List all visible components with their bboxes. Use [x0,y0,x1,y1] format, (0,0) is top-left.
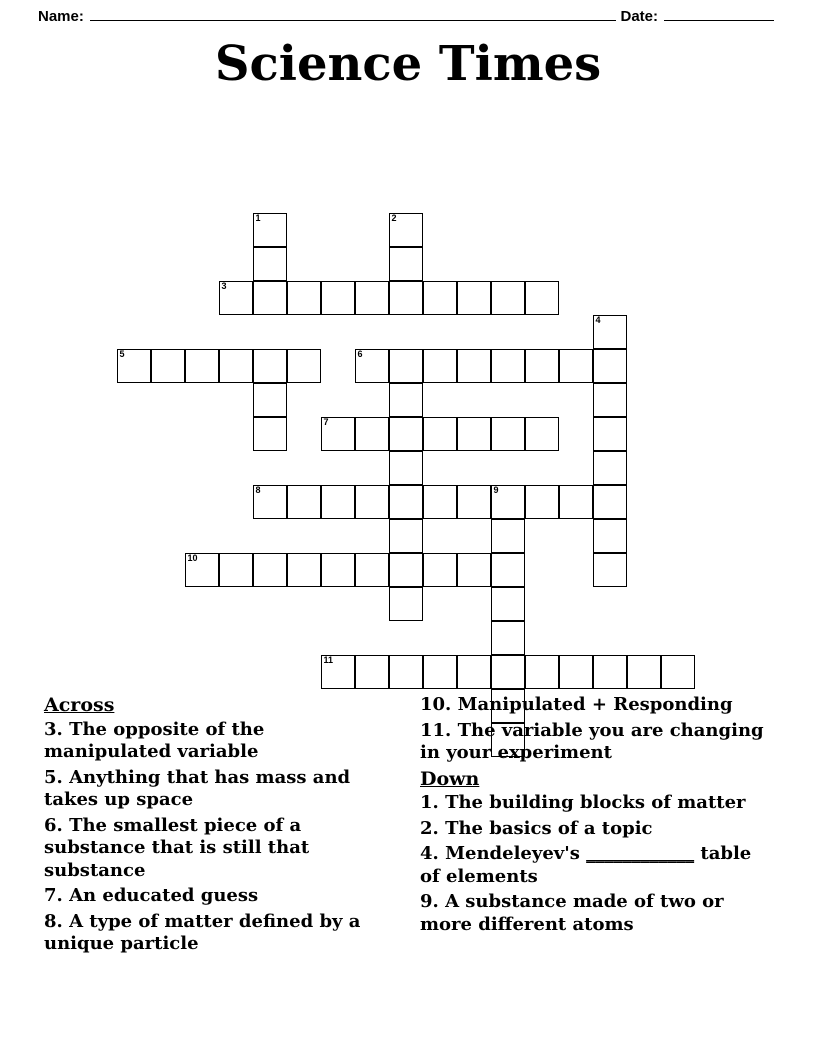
grid-cell[interactable] [457,417,491,451]
grid-cell-number: 6 [357,349,363,360]
grid-cell[interactable] [661,655,695,689]
grid-cell[interactable] [491,485,525,519]
grid-cell[interactable] [389,587,423,621]
grid-cell[interactable] [185,553,219,587]
grid-cell[interactable] [321,655,355,689]
grid-cell[interactable] [593,451,627,485]
grid-cell[interactable] [491,587,525,621]
grid-cell[interactable] [355,655,389,689]
grid-cell[interactable] [185,349,219,383]
clue-text: An educated guess [69,885,259,907]
grid-cell[interactable] [559,485,593,519]
grid-cell-number: 2 [391,213,397,224]
grid-cell[interactable] [253,213,287,247]
grid-cell[interactable] [559,349,593,383]
grid-cell[interactable] [117,349,151,383]
clues-column-right [420,694,772,959]
clue-text: The basics of a topic [445,817,653,839]
grid-cell[interactable] [389,281,423,315]
grid-cell[interactable] [593,417,627,451]
grid-cell-number: 10 [187,553,198,564]
grid-cell[interactable] [287,553,321,587]
across-clue [44,719,396,764]
grid-cell[interactable] [321,553,355,587]
clue-number: 7. [44,885,70,907]
grid-cell[interactable] [253,247,287,281]
down-clue [420,818,772,841]
grid-cell[interactable] [389,553,423,587]
clue-text: The opposite of the manipulated variable [44,718,265,763]
grid-cell[interactable] [253,485,287,519]
grid-cell-number: 11 [323,655,334,666]
grid-cell[interactable] [219,349,253,383]
down-heading: Down [420,767,480,790]
across-clue [44,815,396,883]
crossword-grid[interactable] [0,103,816,666]
grid-cell[interactable] [593,315,627,349]
grid-cell[interactable] [593,485,627,519]
grid-cell-number: 1 [255,213,261,224]
clues-section [44,694,772,959]
grid-cell[interactable] [525,281,559,315]
clue-blank: ____________ [586,843,695,865]
grid-cell[interactable] [423,281,457,315]
date-blank-line[interactable] [664,8,774,21]
grid-cell[interactable] [389,451,423,485]
grid-cell-number: 8 [255,485,261,496]
down-clue [420,843,772,888]
grid-cell[interactable] [457,485,491,519]
clue-text: The variable you are changing in your experiment [420,719,764,763]
name-date-line [0,0,816,25]
clue-number: 4. [420,843,446,865]
grid-cell-number: 4 [595,315,601,326]
grid-cell[interactable] [321,281,355,315]
clue-number: 2. [420,817,446,839]
clue-text: Mendeleyev's ____________ table of elements [420,843,752,887]
grid-cell[interactable] [389,247,423,281]
grid-cell[interactable] [355,417,389,451]
grid-cell[interactable] [593,349,627,383]
name-blank-line[interactable] [90,8,617,21]
page-title: Science Times [214,36,602,92]
grid-cell[interactable] [287,349,321,383]
grid-cell[interactable] [491,621,525,655]
grid-cell[interactable] [151,349,185,383]
clue-number: 3. [44,718,70,740]
across-clue [420,694,772,717]
grid-cell[interactable] [457,655,491,689]
grid-cell[interactable] [525,417,559,451]
clue-text: A type of matter defined by a unique particle [44,910,361,955]
grid-cell[interactable] [627,655,661,689]
clue-text: The smallest piece of a substance that is still that substance [44,814,310,881]
grid-cell[interactable] [355,349,389,383]
clue-number: 10. [420,694,458,715]
grid-cell[interactable] [253,349,287,383]
grid-cell[interactable] [389,417,423,451]
down-clue [420,792,772,815]
grid-cell[interactable] [525,655,559,689]
clue-number: 11. [420,719,458,741]
clue-number: 9. [420,891,446,913]
clue-number: 8. [44,910,70,932]
grid-cell-number: 3 [221,281,227,292]
grid-cell-number: 5 [119,349,125,360]
across-heading: Across [44,694,115,716]
across-clue [44,767,396,812]
clue-number: 5. [44,766,70,788]
grid-cell[interactable] [321,485,355,519]
grid-cell[interactable] [559,655,593,689]
grid-cell[interactable] [491,553,525,587]
clue-text: The building blocks of matter [445,792,746,814]
grid-cell[interactable] [355,553,389,587]
grid-cell[interactable] [219,281,253,315]
grid-cell[interactable] [491,349,525,383]
grid-cell[interactable] [389,349,423,383]
grid-cell[interactable] [423,417,457,451]
grid-cell[interactable] [423,485,457,519]
grid-cell[interactable] [389,383,423,417]
name-label: Name: [38,8,84,25]
grid-cell[interactable] [253,383,287,417]
grid-cell[interactable] [457,553,491,587]
grid-cell[interactable] [491,655,525,689]
clue-text: Anything that has mass and takes up space [44,766,351,811]
clue-text: A substance made of two or more different atoms [420,891,724,935]
grid-cell[interactable] [457,281,491,315]
grid-cell-number: 7 [323,417,329,428]
grid-cell[interactable] [457,349,491,383]
grid-cell[interactable] [423,553,457,587]
grid-cell[interactable] [525,485,559,519]
down-clue [420,891,772,936]
grid-cell[interactable] [253,281,287,315]
grid-cell[interactable] [355,485,389,519]
grid-cell-number: 9 [493,485,499,496]
grid-cell[interactable] [219,553,253,587]
grid-cell[interactable] [389,519,423,553]
grid-cell[interactable] [491,519,525,553]
clue-number: 6. [44,814,70,836]
across-clue [44,911,396,956]
grid-cell[interactable] [593,553,627,587]
grid-cell[interactable] [593,655,627,689]
across-clue [420,720,772,765]
grid-cell[interactable] [321,417,355,451]
grid-cell[interactable] [423,349,457,383]
grid-cell[interactable] [525,349,559,383]
grid-cell[interactable] [355,281,389,315]
grid-cell[interactable] [287,281,321,315]
date-label: Date: [620,8,658,25]
grid-cell[interactable] [253,417,287,451]
clues-column-left [44,694,396,959]
grid-cell[interactable] [389,655,423,689]
grid-cell[interactable] [389,485,423,519]
grid-cell[interactable] [491,281,525,315]
clue-text: Manipulated + Responding [457,694,733,715]
grid-cell[interactable] [593,383,627,417]
grid-cell[interactable] [423,655,457,689]
grid-cell[interactable] [253,553,287,587]
grid-cell[interactable] [389,213,423,247]
across-clue [44,885,396,908]
clue-number: 1. [420,792,446,814]
grid-cell[interactable] [491,417,525,451]
grid-cell[interactable] [593,519,627,553]
grid-cell[interactable] [287,485,321,519]
